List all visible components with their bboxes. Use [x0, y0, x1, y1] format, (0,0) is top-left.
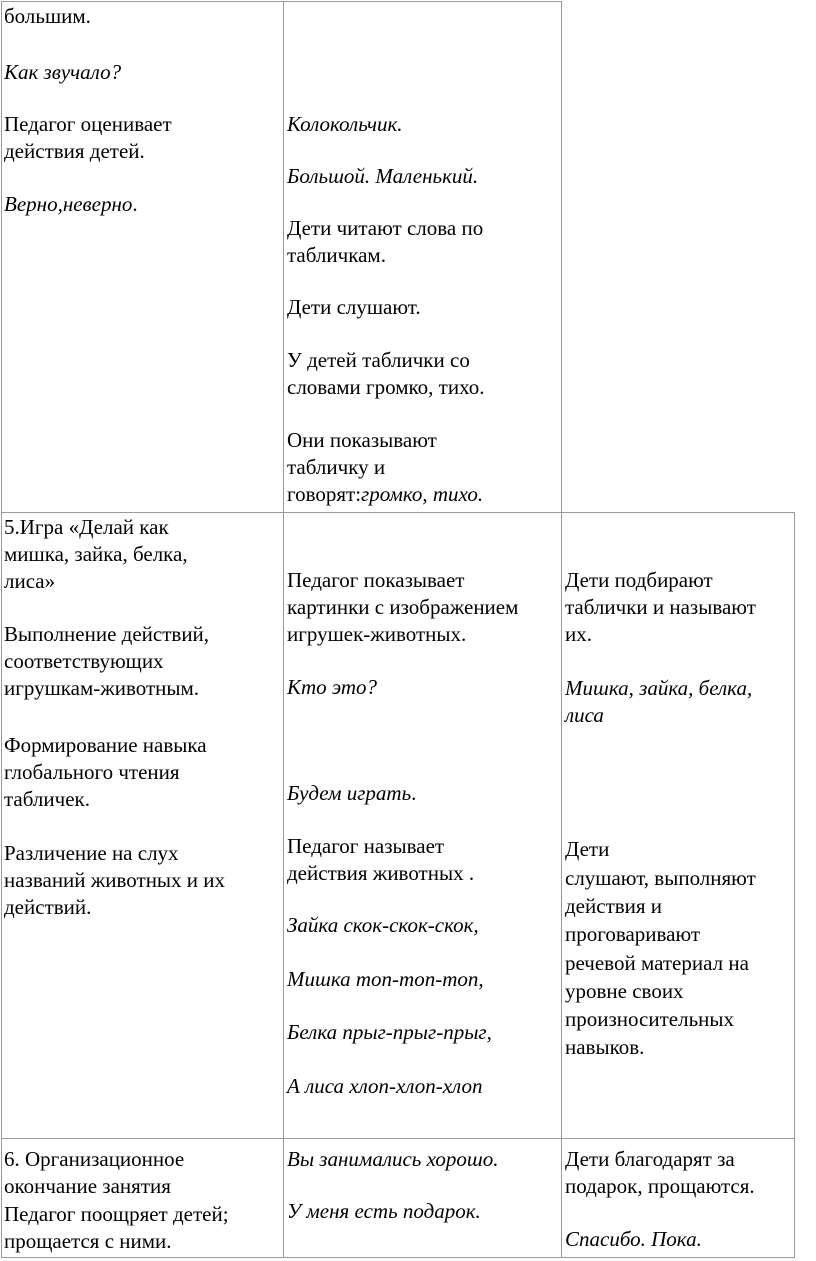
answer-text: Колокольчик.: [287, 112, 403, 136]
cell-text: табличку и: [287, 455, 386, 479]
cell-text: Дети: [565, 837, 610, 861]
cell-text: Педагог поощряет детей;: [4, 1202, 229, 1226]
cell-text: Дети подбирают: [565, 568, 713, 592]
teacher-speech: Зайка скок-скок-скок,: [287, 913, 479, 937]
answer-text: Спасибо. Пока.: [565, 1227, 702, 1251]
cell-text: подарок, прощаются.: [565, 1174, 755, 1198]
cell-text: действия и: [565, 894, 663, 918]
cell-text: слушают, выполняют: [565, 866, 756, 890]
cell-text: глобального чтения: [4, 760, 180, 784]
teacher-speech: А лиса хлоп-хлоп-хлоп: [287, 1074, 483, 1098]
cell-text: словами громко, тихо.: [287, 375, 485, 399]
teacher-speech: Будем играть: [287, 781, 412, 805]
cell-text: Педагог оценивает: [4, 112, 172, 136]
answer-text: Верно,неверно: [4, 192, 133, 216]
cell-text: навыков.: [565, 1035, 645, 1059]
answer-text: громко, тихо.: [361, 482, 484, 506]
section-heading: мишка, зайка, белка,: [4, 542, 188, 566]
cell-text: Верно,неверно.: [4, 192, 138, 216]
cell-text: [287, 481, 483, 509]
cell-text: прощается с ними.: [4, 1229, 172, 1253]
section-heading: окончание занятия: [4, 1174, 171, 1198]
cell-text: произносительных: [565, 1007, 734, 1031]
cell-text: картинки с изображением: [287, 595, 519, 619]
teacher-speech: У меня есть подарок.: [287, 1199, 481, 1223]
section-heading: 6. Организационное: [4, 1147, 185, 1171]
cell-text: табличкам.: [287, 243, 386, 267]
cell-text: действия детей.: [4, 139, 145, 163]
cell-text: названий животных и их: [4, 868, 226, 892]
cell-text: табличек.: [4, 787, 90, 811]
cell-text: игрушек-животных.: [287, 622, 467, 646]
answer-text: лиса: [565, 703, 604, 727]
section-heading: 5.Игра «Делай как: [4, 515, 169, 539]
cell-text: Дети слушают.: [287, 295, 421, 319]
teacher-speech: Вы занимались хорошо.: [287, 1147, 499, 1171]
cell-text: проговаривают: [565, 922, 701, 946]
answer-text: Мишка, зайка, белка,: [565, 676, 753, 700]
cell-text: Различение на слух: [4, 841, 179, 865]
section-heading: лиса»: [4, 569, 56, 593]
cell-text: Дети благодарят за: [565, 1147, 735, 1171]
teacher-question: Как звучало?: [4, 60, 122, 84]
cell-text: их.: [565, 622, 592, 646]
cell-text: Формирование навыка: [4, 733, 207, 757]
cell-text: игрушкам-животным.: [4, 676, 200, 700]
cell-text: У детей таблички со: [287, 348, 470, 372]
cell-text: Выполнение действий,: [4, 622, 210, 646]
table-cell-r2-c1: [1, 512, 284, 1139]
cell-text: речевой материал на: [565, 951, 749, 975]
cell-text: Будем играть.: [287, 781, 417, 805]
cell-text: действий.: [4, 895, 92, 919]
cell-text: таблички и называют: [565, 595, 756, 619]
cell-text: Педагог называет: [287, 834, 445, 858]
cell-text: говорят:: [287, 482, 362, 506]
teacher-speech: Белка прыг-прыг-прыг,: [287, 1020, 492, 1044]
cell-text: соответствующих: [4, 649, 164, 673]
teacher-speech: Мишка топ-топ-топ,: [287, 967, 484, 991]
cell-text: Дети читают слова по: [287, 216, 484, 240]
cell-text: Они показывают: [287, 428, 437, 452]
teacher-question: Кто это?: [287, 675, 378, 699]
cell-text: действия животных .: [287, 861, 475, 885]
cell-text: Педагог показывает: [287, 568, 465, 592]
cell-text: уровне своих: [565, 979, 684, 1003]
cell-text: большим.: [4, 4, 91, 28]
answer-text: Большой. Маленький.: [287, 164, 479, 188]
